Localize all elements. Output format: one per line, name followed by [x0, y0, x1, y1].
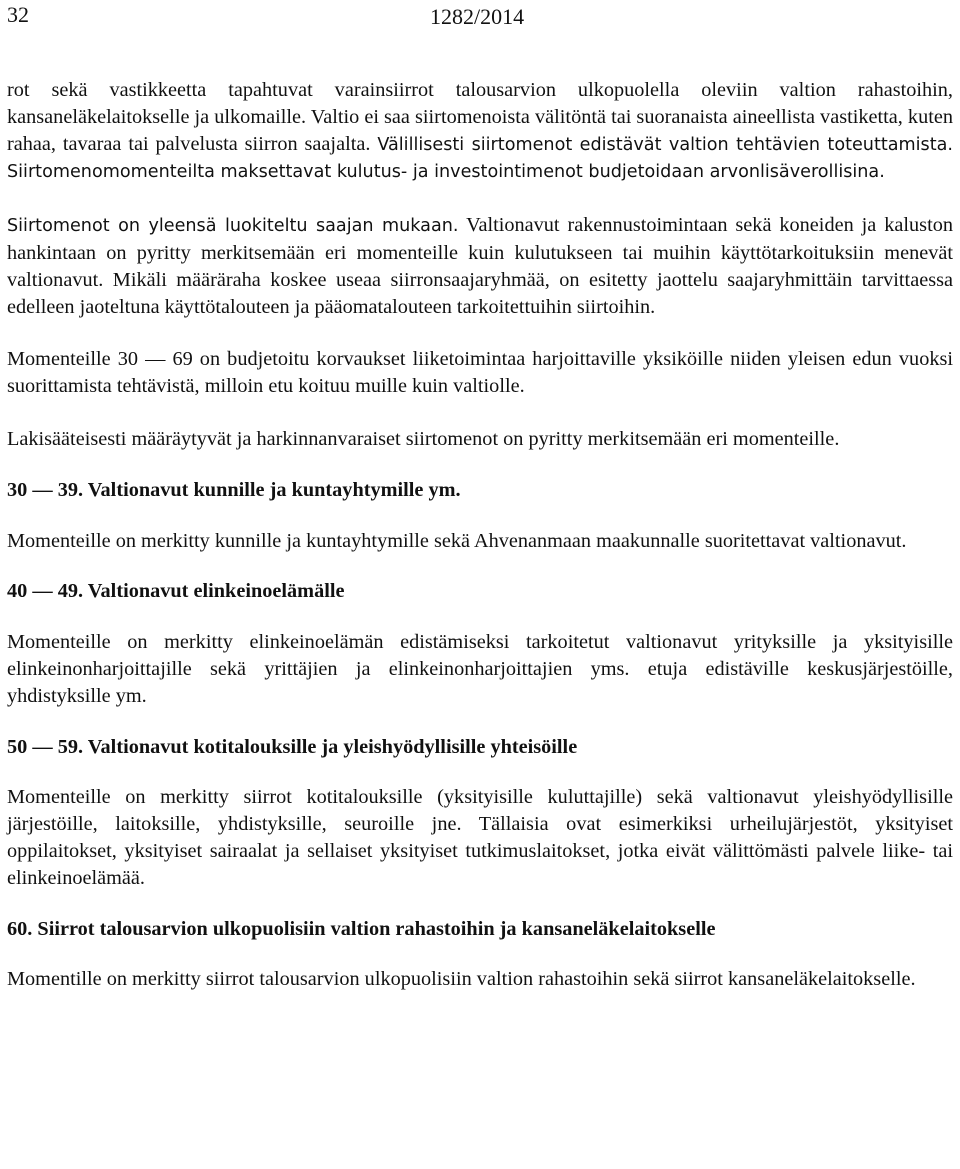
paragraph-text-sans: Välillisesti siirtomenot edistävät valtion tehtävien toteuttamista. Siirtomenomomenteilta maksettavat kulutus- ja investointimenot budjetoidaan arvonlisäverollisina.: [7, 134, 953, 183]
page-number: 32: [7, 2, 29, 27]
paragraph-municipalities: Momenteille on merkitty kunnille ja kuntayhtymille sekä Ahvenanmaan maakunnalle suoritettavat valtionavut.: [7, 529, 907, 552]
paragraph-households: Momenteille on merkitty siirrot kotitalouksille (yksityisille kuluttajille) sekä valtionavut yleishyödyllisille järjestöille, laitoksille, yhdistyksille, seuroille jne. Tällaisia ovat esimerkiksi urheilujärjestöt, yksityiset oppilaitokset, yksityiset sairaalat ja sellaiset yksityiset tutkimuslaitokset, jotka eivät välittömästi palvele liike- tai elinkeinoelämää.: [7, 786, 953, 889]
section-heading-30-39: 30 — 39. Valtionavut kunnille ja kuntayhtymille ym.: [7, 478, 461, 501]
paragraph-text-sans: Siirtomenot on yleensä luokiteltu saajan mukaan.: [7, 216, 459, 237]
paragraph-funds: Momentille on merkitty siirrot talousarvion ulkopuolisiin valtion rahastoihin sekä siirrot kansaneläkelaitokselle.: [7, 968, 916, 991]
page-header: [7, 2, 953, 34]
paragraph-text: rot sekä vastikkeetta tapahtuvat varainsiirrot talousarvion ulkopuolella oleviin valtion rahastoihin, kansaneläkelaitokselle ja ulkomaille. Valtio ei saa siirtomenoista välitöntä tai suoranaista aineellista vastiketta, kuten rahaa, tavaraa tai palvelusta siirron saajalta.: [7, 79, 953, 155]
document-body: [7, 77, 953, 993]
document-id: 1282/2014: [430, 4, 525, 29]
paragraph-text: Mikäli määräraha koskee useaa siirronsaajaryhmää, on esitetty jaottelu saajaryhmittäin tarvittaessa edelleen jaoteltuna käyttötalouteen ja pääomatalouteen tarkoitettuihin siirtoihin.: [7, 268, 953, 318]
paragraph-statutory: Lakisääteisesti määräytyvät ja harkinnanvaraiset siirtomenot on pyritty merkitsemään eri momenteille.: [7, 427, 840, 450]
paragraph-business: Momenteille on merkitty elinkeinoelämän edistämiseksi tarkoitetut valtionavut yrityksille ja yksityisille elinkeinonharjoittajille sekä yrittäjien ja elinkeinonharjoittajien yms. etuja edistäville keskusjärjestöille, yhdistyksille ym.: [7, 631, 953, 707]
section-heading-60: 60. Siirrot talousarvion ulkopuolisiin valtion rahastoihin ja kansaneläkelaitokselle: [7, 917, 716, 940]
paragraph-text: Valtionavut rakennustoimintaan sekä koneiden ja kaluston hankintaan on pyritty merkitsemään eri momenteille kuin kulutukseen tai muihin käyttötarkoituksiin menevät valtionavut.: [7, 214, 953, 291]
paragraph-classification: [7, 212, 953, 320]
section-heading-50-59: 50 — 59. Valtionavut kotitalouksille ja yleishyödyllisille yhteisöille: [7, 735, 578, 758]
paragraph-compensation: Momenteille 30 — 69 on budjetoitu korvaukset liiketoimintaa harjoittaville yksiköille niiden yleisen edun vuoksi suorittamista tehtävistä, milloin etu koituu muille kuin valtiolle.: [7, 348, 953, 398]
section-heading-40-49: 40 — 49. Valtionavut elinkeinoelämälle: [7, 580, 345, 603]
paragraph-transfer-definition: [7, 77, 953, 186]
